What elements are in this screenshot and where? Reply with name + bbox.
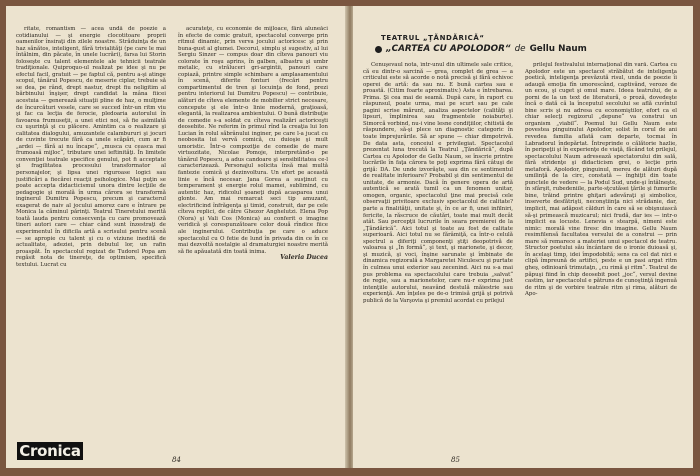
review-signature: Valeria Ducea — [280, 254, 328, 262]
article-headline — [375, 44, 675, 54]
left-page — [6, 6, 347, 468]
left-col2-text: acurateţe, cu economie de mijloace, fără aluneăci în efecte de comic gratuit, spectacolul converge prin ritmul dinamic, prin verva jocului actoricesc şi prin buna-gust al glumei. Decorul, simplu şi sugestiv, al lui Sergiu Sinzer — compus doar din cîteva panouri viu colorate în roşu aprins, în galben, albastru şi umbr metalic, cu străluceri gri-argintii, panouri care copiază, printre simple schimbare a amplasamentului în scenă, diferite fonturi (frecări pentru compartimentul de tren şi locuinţa de fond, prezi pentru interiorul lui Dumitru Popescu) — contribuie, alături de cîteva elemente de mobilier strict necesare, concepute şi ele într-o linie modernă, graţioasă, elegantă, la realizarea ambientului. O bună distribuţie de comedie s-a soldat cu cîteva realizări actoriceşti deosebite. Ne referim în primul rînd la creaţia lui Ion Lucian în rolul săbrânului inginer, pe care l-a jucat cu neobosita lui vervă comică, cu duioşie şi mult umoristic. Într-o compoziţie de comedie de mare virtuozitate, Nicolae Pomoje, interpretând-o pe tânărul Popescu, a adus candoare şi sensibilitatea ce-l caracterizează. Personajul solicita însă mai multă fantezie comică şi dezinvoltura. Un efort pe această linie e încă necesar. Jana Gorea a susţinut cu temperament şi energie rolul mamei, sublimind, cu autentic haz, ridicolul şoaneţi după acasparea unui glonte. Am mai remarcat seci tip amuzant, electrificind înfrăgenţa şi timid, construit, dar pe cele cîteva replici, de către Ghezor Anghelutzi. Elena Pop (Nora) şi Vali Cos (Monica) au conferit o imagine veridică şi corespunzătoare celor două rîndice fiice ale inginerului. Contribuţia pe care o aduce spectacolul cu O fetie de lund în privada din ce în ce mai dezvoltă nostalgie al dramaturgiei noastre merită să fie apăuatată din toată inima. — [178, 26, 328, 255]
left-column-2 — [178, 26, 328, 446]
left-col1-text: ritate, romantism — acea undă de poezie a cotidianului — şi energie clocotitoare proprii oamenilor însiraţi din zilele noastre. Străduinţa de un haz sănătos, inteligent, fără trivialităţi (pe care le mai întâlnim, din păcate, în unele lucrări), farsa lui Storin foloseşte cu talent elementele ale tehnicii teatrale tradiţionale. Quiproquo-ul realizat pe idee şi nu pe efectul facil, gratuit — pe faptul că, pentru a-şi atinge scopul, tânărul Popescu, de meserie ciplar, trebuie să se dea, pe rând, drept nastur, drept fiu neligitim al bărbinului înşişer, drept candidat la mâna fiicei acestuia — generează situaţii pline de haz, o mulţime de încurcături vesele, care se succed într-un ritm viu şi fac ca lecţia de ferocie, pledoaria autorului în favoarea frumuseţii, a unei etici noi, să fie asimilată cu uşurinţă şi cu plăcere. Amintim ca o realizare şi calitatea dialogului, amuzantele calambururi şi jocuri de cuvinte trecute fără ca unele scăpări, cum ar fi „ardei — fără ai nu încape“, „musca cu ceasca mai frumoasă mijloc“, tributare unei ieftinităţi. În limitele convenţiei teatrale specifice genului, pot fi acceptate şi fragilitatea procesului transformator al personajelor, şi lipsa unei riguroase logici sau justificări a fiecărei reacţii psihologice. Mai puţin se poate accepta didacticismul unora dintre lecţiile de pedagogie şi morală în urma cărora se transformă inginerul Dumitru Popescu, precum şi caracterul exagerat de naiv al jocului amorez care e întrare pe Monica la căminul părinţi. Teatrul Tineretului merită toată lauda pentru consecvenţa cu care promovează tineri autori care — chiar când sunt înzestraţi de experimentul în dificila artă a scrisului pentru scenă — se apropie cu talent şi cu o viziune inedită de actualitate, adeziei, prin debutul lor, un rafin proaspăt. În spectacolul regizat de Tudorel Popa am regăsit nota de tinereţe, de optimism, specifică textului. Lucrat cu — [16, 26, 166, 268]
right-col2-text: prilejul festivalului internaţional din vară. Cartea cu Apolodor este un spectacol străbătut de inteligenţa poetică, inteligenţa prevăzută risul, unda de poezie îi adaugă emoţia fîn umorescând, captivând, veroze de un ecou, şi cuget şi omul mare. Ideea teatrului, de a porni de la un text de literatură, o proză, dovedeşte încă o dată că la începutul secolului se află cuvîntul bine scris şi nu adresa cu economiştilor, efort ca el chiar selecţi regizorul „depune“ va construi un organism „viabil“. Poemul lui Gellu Naum este povestea pinguinului Apolodor, solist în corul de ani revedea familia aflată cam departe, tocmai în Labradorul îndepărtat. Întreprinde o călătorie hazlie, în peripeţii şi în experienţe de viaţă, făcând tot prilejul, spectacolului Naum adresează spectatorului din sală, fără stridenţe şi didacticism grei, o lecţie prin metaforă. Apolodor, pinguinul, mereu de alături după umilinţă de la circ, constată — înghiţit din toate punctele de vedere — la Podul Sud, unde-şi întâlneşte, în sfârşit, rubedeniile, parte-sţcutăsei ţările şi fumurile bine, trăind printre ghiţari adevăraţi şi simbolice, inseverte desfătrişti, neconştiinţa nici strădanie, dar, implicit, mai adăpost călduri în care să se obişnuiască să-şi primească muzicarul; nici frudă, dar ies — intr-o implicit ea locuste. Lenevia e stearpă, nimeni este nimic: morală vine firesc din imagine. Gellu Naum resimfilensă facultatea versului de a construi — prin mare să remarece a materiei unui spectacol de teatru. Structor poetului său încântare de o ironie duioasă şi, în acelaşi timp, idei împodobită; sens ca cel dat nici e clipă împreună de artifici, peste e un pasi argat ritm gheş, odinioară trimutaţn, „cu rimă şi ritm“. Teatrul de păpuşi fiind în chip deosebit poet „joc“, versul devine castim, iar spectacolul e pătruns de cunoştinţă ingenuă de ritm şi de vorbire teatrale ritm şi rima, alături de Apo- — [525, 62, 677, 298]
right-page — [353, 6, 693, 468]
right-col1-text: Cenuşevaul nota, într-unul din ultimele sale critice, că eu dintr-o sarcină — grea, complet de grea — a criticului este să acorde o notă precisă şi fără echivoc operei de artă: da sau nu. E bună cartea sau e proastă. (Citim foarte aproximativ.) Asta e întrebarea. Prima. Şi cea mai de seamă. După care, în raport cu răspunsul, poate urma, mai pe scurt sau pe cale pagini scrise mărunt, analiza aspectelor (calităţi şi lipsuri, împlinirea sau fragmentele noiaburte). Simorcă vorbind, nu-i vine lesne condiţiilor, chitistă de răspundere, să-şi plece un diagnostic categoric în toate împrejurările. Să ar spune — chiar dimpotrivă. De data asta, conceiul e privilegiat. Spectacolul prezentat luna trecută la Teatrul „Ţăndărică“, după Cartea cu Apolodor de Gellu Naum, se înscrie printre lucrările în faţa cărora te poţi exprima fără câtuşi de grijă: DA. De unde izvorăşte, sau din ce sentimentul de realitate inferioare? Probabil şi din sentimentul de unitate, de armonie. Dacă în genere opera de artă autentică se arată tumil ca un fenomen unitar, omogen, organic, spectacolul ţine mai precisă cele observaţii privitoare exclusiv spectacolul de calitate? parte a finalităţii, unitate şi, în ce ar fi, unei infilniri, fericite, la răscruce de căutări, toate mai mult decât atât. Sau percepţii lucrurile în seara premierei de la „Ţăndărică“. Aici totul şi toate au fost de calitate superioară. Aici totul nu se fărâmiţă, ca într-o celulă spectrul a diferiţi componenţi ştiţi deopotrivă de valoarea şi „În formă“, şi text, şi marionete, şi decor, şi muzică, şi voci, înşine sarunate şi îmbinate de dinamica regizorală a Margaretei Niculescu şi purtate în culmea unui exterior sau zecenind. Aici nu s-a mai pus problema ea spectacolului care trebuia „salvat“ de regie, sau a marionetelor, care nu-r exprima just intenţiile autorului, neavând destulă măiestrie sau experienţă. Am înţeles pe de-o trimisă grijă şi potrivă publică de la Varşovia şi premiul acordat cu prilejul — [363, 62, 513, 304]
page-number-right: 85 — [451, 456, 460, 464]
page-number-left: 84 — [172, 456, 181, 464]
author-prefix: de — [514, 44, 526, 54]
right-column-2 — [525, 62, 677, 448]
article-title: „CARTEA CU APOLODOR“ — [386, 44, 511, 54]
theatre-kicker: TEATRUL „ŢĂNDĂRICĂ“ — [381, 34, 485, 42]
section-label: Cronica — [17, 442, 83, 460]
left-column-1 — [16, 26, 166, 438]
bullet-icon — [375, 46, 382, 53]
article-author: Gellu Naum — [529, 44, 587, 54]
right-column-1 — [363, 62, 513, 448]
